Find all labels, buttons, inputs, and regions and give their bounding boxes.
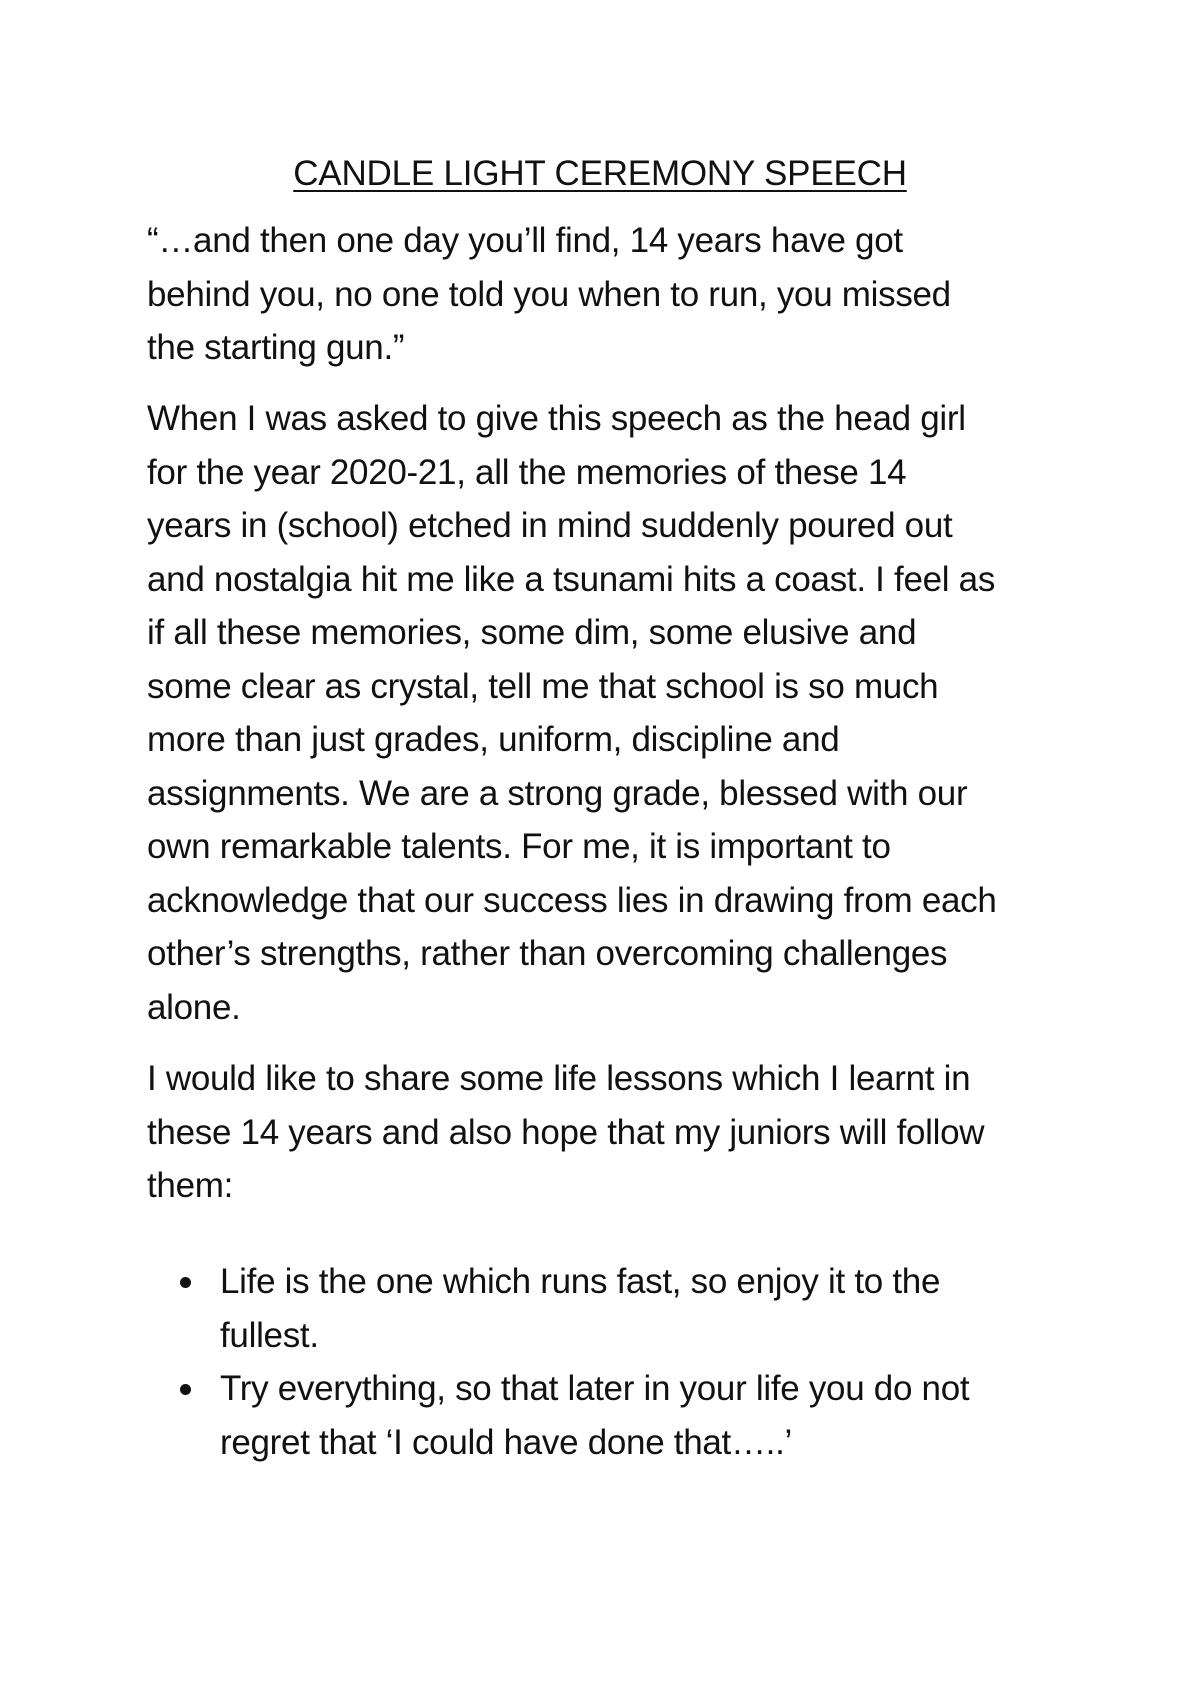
opening-quote-paragraph [147, 214, 1067, 375]
bullet-icon [180, 1277, 191, 1288]
paragraph-line: acknowledge that our success lies in drawing from each [147, 880, 997, 920]
paragraph-line: own remarkable talents. For me, it is important to [147, 827, 891, 866]
paragraph-line: them: [147, 1166, 234, 1205]
paragraph-line: these 14 years and also hope that my juniors will follow [147, 1112, 985, 1152]
paragraph-line: some clear as crystal, tell me that school is so much [147, 666, 939, 706]
list-item-line: regret that ‘I could have done that…..’ [220, 1422, 792, 1462]
list-item [147, 1362, 1067, 1469]
paragraph-line: “…and then one day you’ll find, 14 years have got [147, 221, 903, 260]
paragraph-line: behind you, no one told you when to run, you missed [147, 274, 951, 314]
paragraph-line: and nostalgia hit me like a tsunami hits a coast. I feel as [147, 559, 996, 599]
document-title: CANDLE LIGHT CEREMONY SPEECH [293, 154, 907, 193]
paragraph-line: I would like to share some life lessons which I learnt in [147, 1059, 971, 1098]
life-lessons-list [147, 1255, 1067, 1469]
list-item-line: Try everything, so that later in your life you do not [220, 1369, 970, 1408]
paragraph-line: if all these memories, some dim, some elusive and [147, 613, 917, 652]
paragraph-line: assignments. We are a strong grade, blessed with our [147, 773, 968, 813]
paragraph-line: When I was asked to give this speech as the head girl [147, 399, 966, 438]
lessons-intro-paragraph [147, 1052, 1067, 1213]
paragraph-line: more than just grades, uniform, discipline and [147, 720, 840, 759]
list-item-line: Life is the one which runs fast, so enjoy it to the [220, 1262, 941, 1301]
bullet-icon [180, 1384, 191, 1395]
paragraph-line: years in (school) etched in mind suddenly poured out [147, 506, 953, 545]
paragraph-line: for the year 2020-21, all the memories of these 14 [147, 452, 907, 492]
paragraph-line: other’s strengths, rather than overcoming challenges [147, 934, 948, 973]
list-item [147, 1255, 1067, 1362]
memories-paragraph [147, 392, 1067, 1034]
paragraph-line: the starting gun.” [147, 328, 405, 367]
list-item-line: fullest. [220, 1315, 319, 1355]
paragraph-line: alone. [147, 987, 241, 1027]
